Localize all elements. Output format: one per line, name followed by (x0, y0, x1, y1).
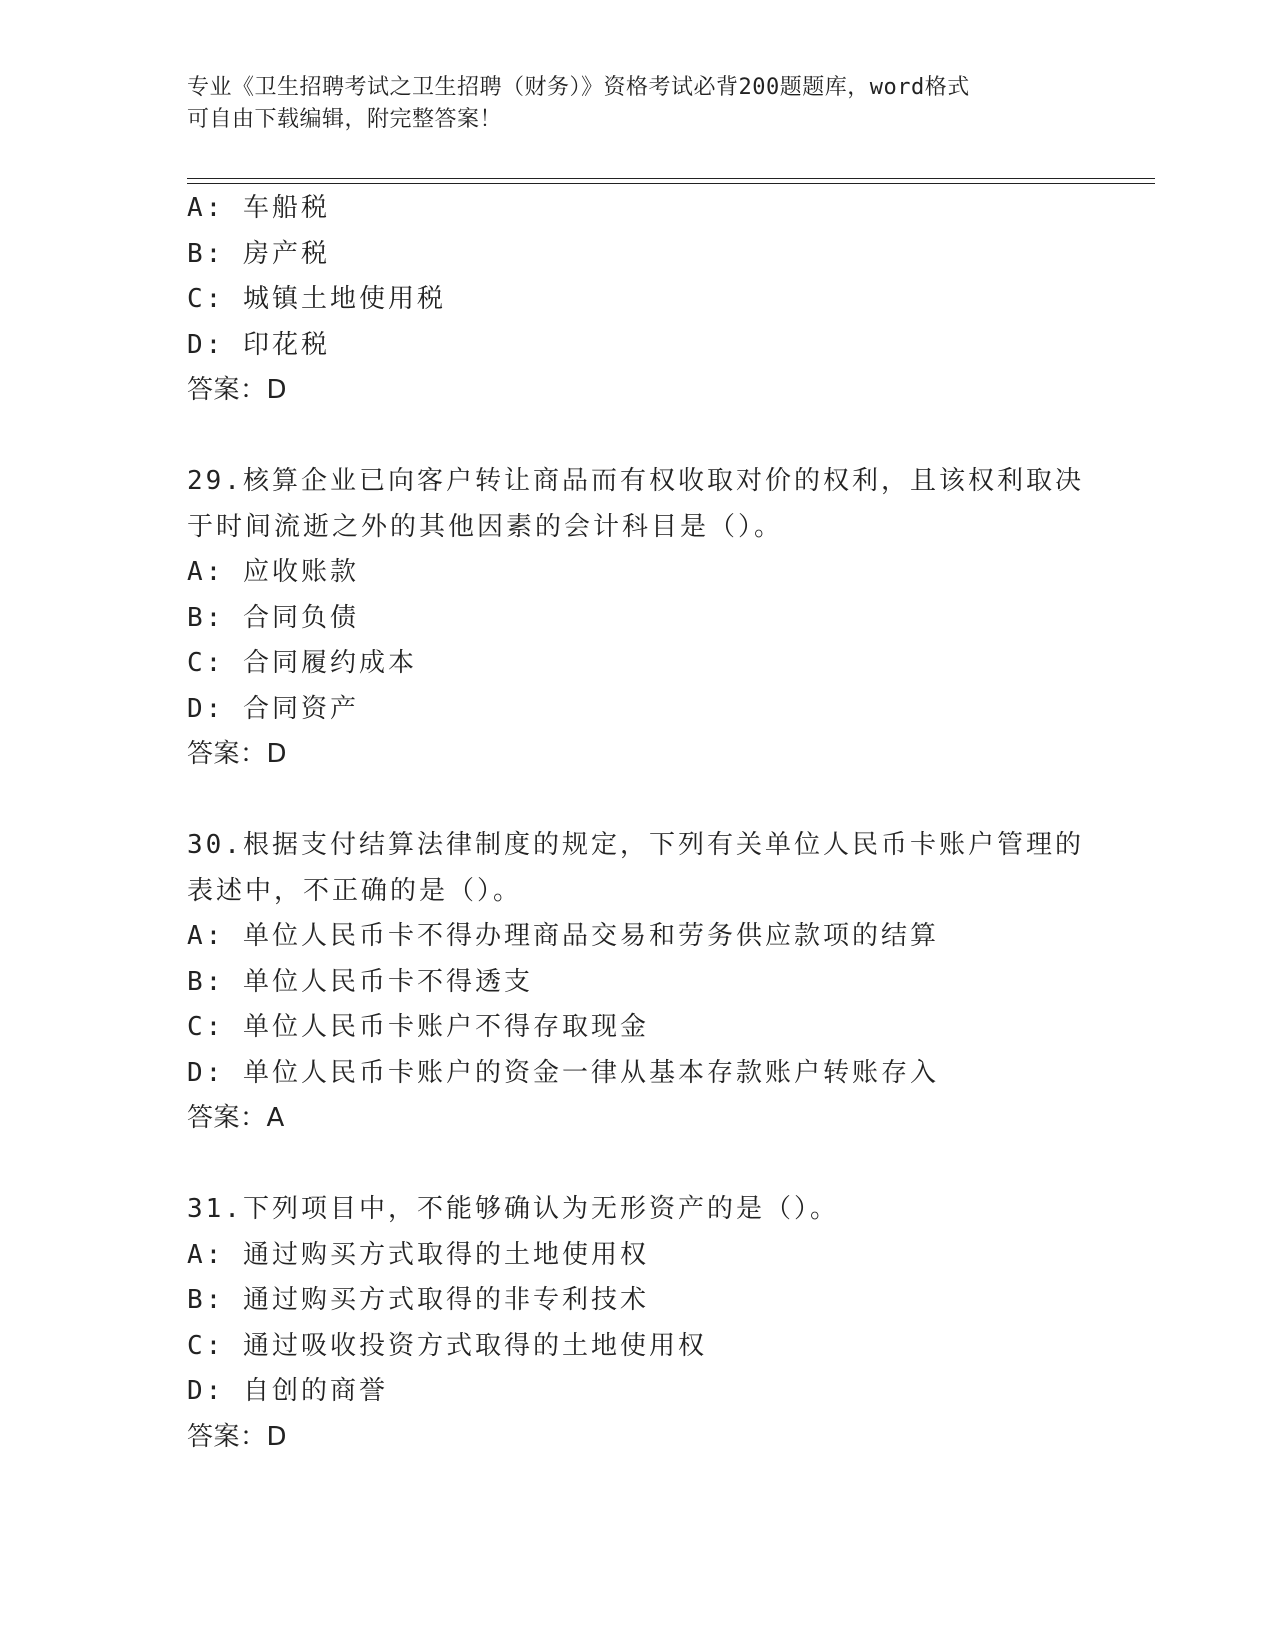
question-block-29 (187, 459, 1087, 778)
spacer (187, 1142, 1087, 1188)
option-d: D: 自创的商誉 (187, 1376, 388, 1406)
question-block-30 (187, 823, 1087, 1142)
option-b: B: 合同负债 (187, 602, 359, 633)
option-a: A: 通过购买方式取得的土地使用权 (187, 1239, 649, 1270)
question-block-31 (187, 1187, 1087, 1460)
header-divider-top (187, 178, 1155, 179)
spacer (187, 414, 1087, 460)
option-c: C: 城镇土地使用税 (187, 284, 446, 314)
header-divider-bottom (187, 183, 1155, 184)
spacer (187, 778, 1087, 824)
document-header (187, 72, 1067, 136)
option-b: B: 单位人民币卡不得透支 (187, 966, 533, 997)
option-b: B: 通过购买方式取得的非专利技术 (187, 1285, 649, 1315)
option-a: A: 应收账款 (187, 557, 359, 587)
header-title-line-2: 可自由下载编辑，附完整答案！ (187, 107, 503, 132)
question-stem-line-1: 30.根据支付结算法律制度的规定，下列有关单位人民币卡账户管理的 (187, 830, 1084, 860)
option-b: B: 房产税 (187, 238, 330, 269)
answer-line: 答案：D (187, 1421, 288, 1452)
question-stem-line-1: 29.核算企业已向客户转让商品而有权收取对价的权利，且该权利取决 (187, 466, 1084, 496)
option-c: C: 单位人民币卡账户不得存取现金 (187, 1012, 649, 1042)
option-d: D: 合同资产 (187, 693, 359, 724)
option-c: C: 通过吸收投资方式取得的土地使用权 (187, 1330, 707, 1361)
option-c: C: 合同履约成本 (187, 648, 417, 678)
question-list (187, 186, 1087, 1460)
option-a: A: 单位人民币卡不得办理商品交易和劳务供应款项的结算 (187, 921, 939, 951)
option-a: A: 车船税 (187, 193, 330, 223)
option-d: D: 单位人民币卡账户的资金一律从基本存款账户转账存入 (187, 1057, 939, 1088)
header-title-line-1: 专业《卫生招聘考试之卫生招聘（财务）》资格考试必背200题题库，word格式 (187, 75, 970, 100)
answer-line: 答案：A (187, 1103, 285, 1133)
answer-line: 答案：D (187, 375, 288, 405)
question-stem-line-1: 31.下列项目中，不能够确认为无形资产的是（）。 (187, 1194, 839, 1224)
answer-line: 答案：D (187, 739, 288, 769)
question-block-partial (187, 186, 1087, 414)
question-stem-line-2: 表述中，不正确的是（）。 (187, 875, 523, 906)
question-stem-line-2: 于时间流逝之外的其他因素的会计科目是（）。 (187, 511, 784, 542)
option-d: D: 印花税 (187, 329, 330, 360)
